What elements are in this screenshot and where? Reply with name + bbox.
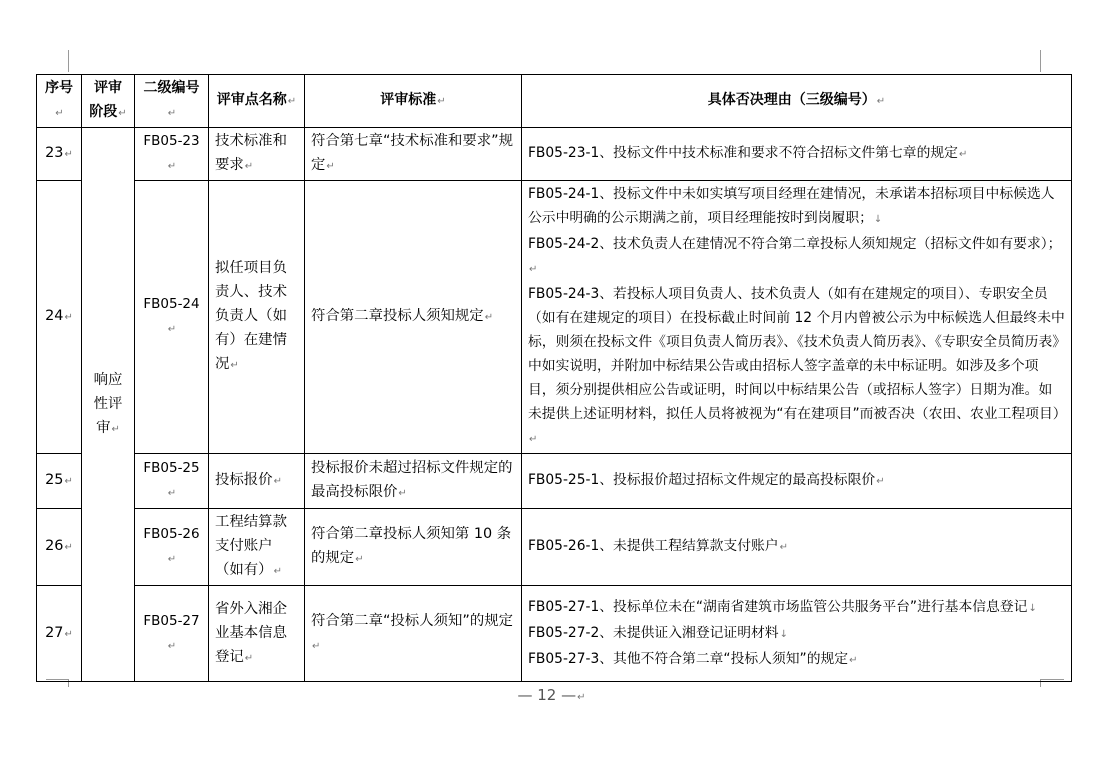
reason-line: FB05-27-1、投标单位未在“湖南省建筑市场监管公共服务平台”进行基本信息登记↓ — [528, 598, 1037, 615]
cell-code: FB05-24↵ — [135, 181, 209, 454]
header-seq: 序号↵ — [37, 75, 82, 128]
cell-seq: 25↵ — [37, 454, 82, 509]
cell-standard: 符合第二章投标人须知第 10 条的规定↵ — [305, 509, 522, 586]
cell-item: 工程结算款支付账户（如有）↵ — [209, 509, 305, 586]
cell-stage: 响应性评审↵ — [82, 128, 135, 682]
cell-code: FB05-23↵ — [135, 128, 209, 181]
reason-line: FB05-24-2、技术负责人在建情况不符合第二章投标人须知规定（招标文件如有要求）；↵ — [528, 236, 1062, 275]
table-row — [37, 454, 1072, 509]
cell-seq: 24↵ — [37, 181, 82, 454]
cell-reasons — [522, 586, 1072, 682]
cell-seq: 26↵ — [37, 509, 82, 586]
cell-item: 拟任项目负责人、技术负责人（如有）在建情况↵ — [209, 181, 305, 454]
header-item: 评审点名称↵ — [209, 75, 305, 128]
reason-line: FB05-24-1、投标文件中未如实填写项目经理在建情况，未承诺本招标项目中标候选人公示中明确的公示期满之前，项目经理能按时到岗履职；↓ — [528, 186, 1055, 226]
cell-code: FB05-25↵ — [135, 454, 209, 509]
reason-line: FB05-26-1、未提供工程结算款支付账户↵ — [528, 538, 788, 554]
cell-code: FB05-26↵ — [135, 509, 209, 586]
cell-reasons — [522, 509, 1072, 586]
reason-line: FB05-25-1、投标报价超过招标文件规定的最高投标限价↵ — [528, 472, 885, 488]
cell-standard: 符合第七章“技术标准和要求”规定↵ — [305, 128, 522, 181]
header-standard: 评审标准↵ — [305, 75, 522, 128]
page-number: — 12 —↵ — [517, 686, 586, 704]
review-table — [36, 74, 1072, 682]
cell-reasons — [522, 128, 1072, 181]
cell-item: 技术标准和要求↵ — [209, 128, 305, 181]
reason-line: FB05-27-3、其他不符合第二章“投标人须知”的规定↵ — [528, 650, 858, 667]
cell-standard: 投标报价未超过招标文件规定的最高投标限价↵ — [305, 454, 522, 509]
crop-mark-top-right — [1040, 50, 1041, 72]
header-reason: 具体否决理由（三级编号）↵ — [522, 75, 1072, 128]
cell-item: 省外入湘企业基本信息登记↵ — [209, 586, 305, 682]
header-row — [37, 75, 1072, 128]
header-stage: 评审阶段↵ — [82, 75, 135, 128]
crop-mark-top-left — [68, 50, 69, 72]
table-row — [37, 181, 1072, 454]
reason-line: FB05-27-2、未提供证入湘登记证明材料↓ — [528, 624, 788, 641]
table-row — [37, 128, 1072, 181]
cell-item: 投标报价↵ — [209, 454, 305, 509]
reason-line: FB05-23-1、投标文件中技术标准和要求不符合招标文件第七章的规定↵ — [528, 145, 968, 161]
cell-standard: 符合第二章投标人须知规定↵ — [305, 181, 522, 454]
cell-seq: 23↵ — [37, 128, 82, 181]
header-code: 二级编号↵ — [135, 75, 209, 128]
table-row — [37, 509, 1072, 586]
cell-code: FB05-27↵ — [135, 586, 209, 682]
reason-line: FB05-24-3、若投标人项目负责人、技术负责人（如有在建规定的项目）、专职安全员（如有在建规定的项目）在投标截止时间前 12 个月内曾被公示为中标候选人但最终未中标，则须在投标文件《项目负责人简历表》、《技术负责人简历表》、《专职安全员简历表》中如实说明，并附加中标结果公告或由招标人签字盖章的未中标证明。如涉及多个项目，须分别提供相应公告或证明，时间以中标结果公告（或招标人签字）日期为准。如未提供上述证明材料，拟任人员将被视为“有在建项目”而被否决（农田、农业工程项目）↵ — [528, 286, 1067, 445]
cell-reasons — [522, 181, 1072, 454]
table-row — [37, 586, 1072, 682]
cell-standard: 符合第二章“投标人须知”的规定↵ — [305, 586, 522, 682]
cell-reasons — [522, 454, 1072, 509]
cell-seq: 27↵ — [37, 586, 82, 682]
